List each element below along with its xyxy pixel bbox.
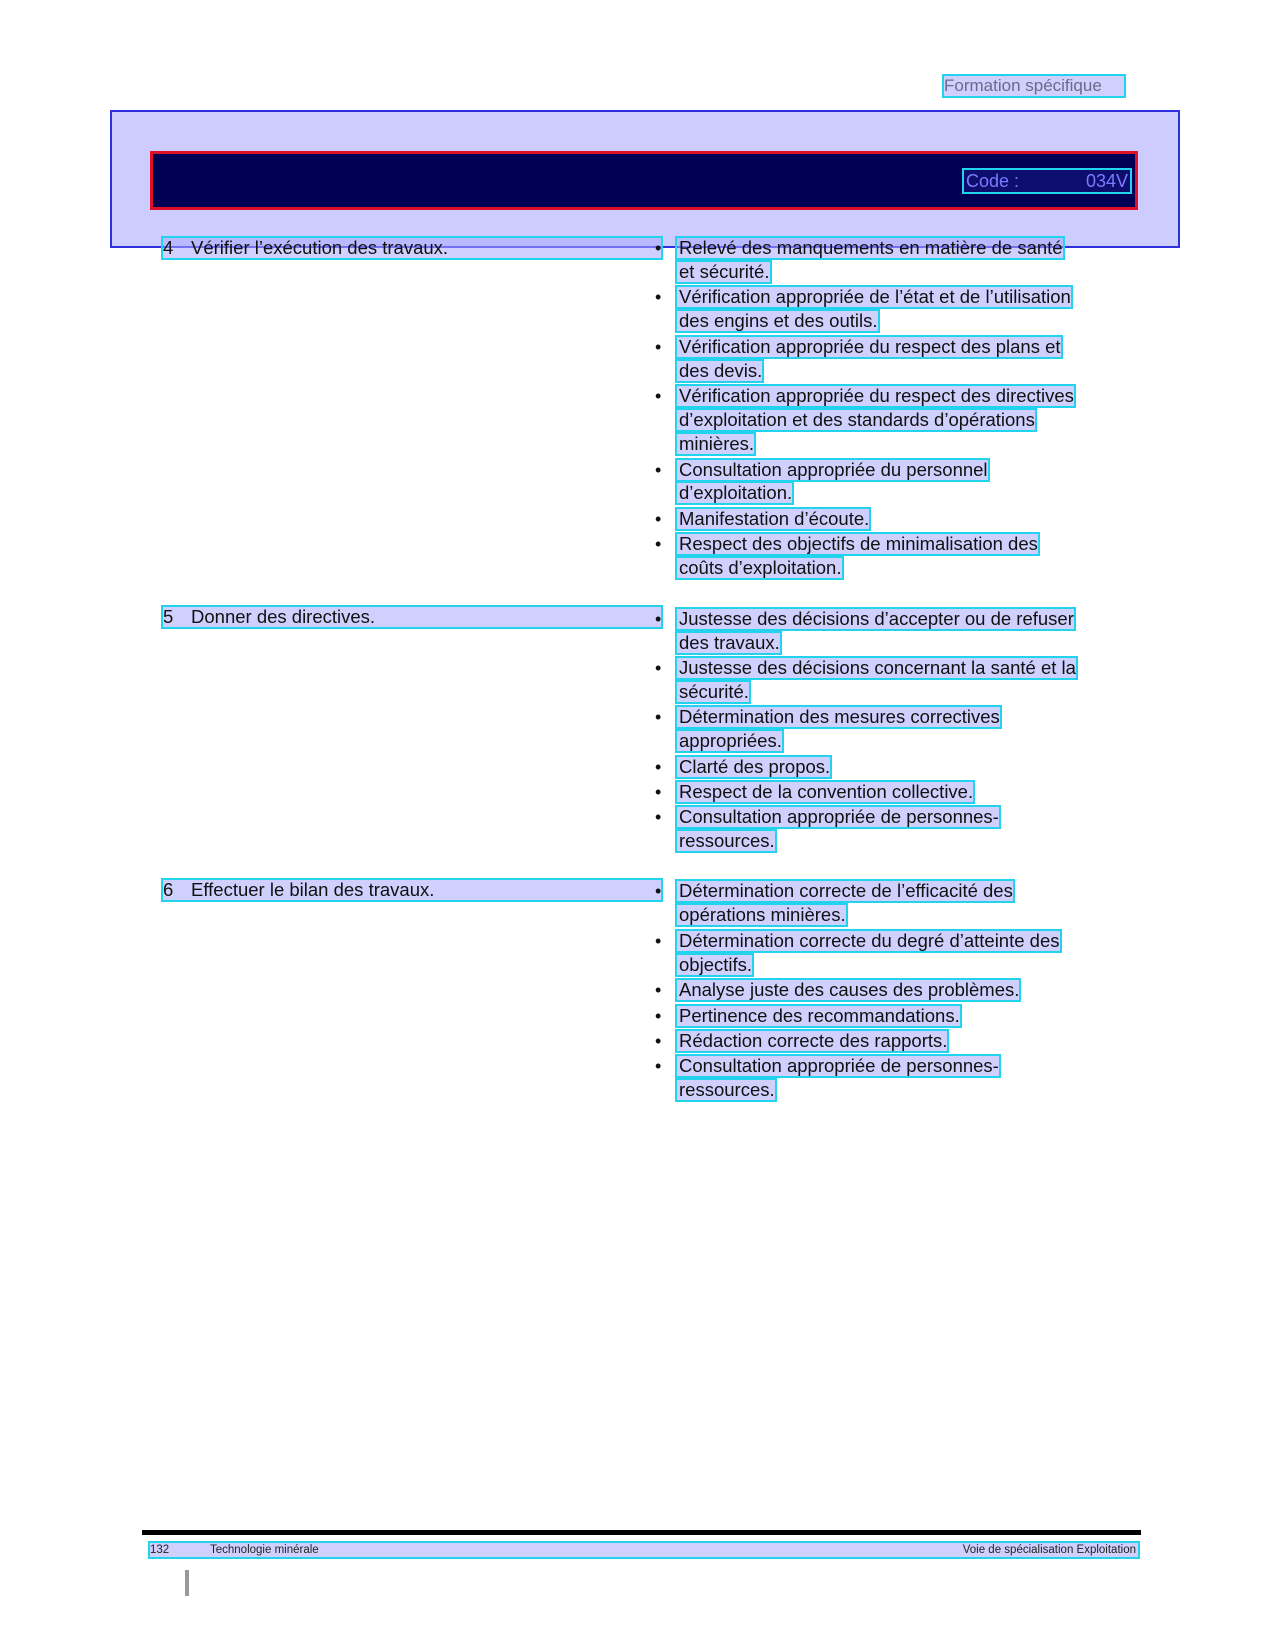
task-title <box>163 238 661 258</box>
bullet-icon: • <box>655 287 662 307</box>
task-number: 4 <box>163 237 174 258</box>
code-value: 034V <box>1085 171 1128 191</box>
criterion-line: sécurité. <box>679 681 749 702</box>
bullet-icon: • <box>655 609 662 629</box>
document-title: Technologie minérale <box>210 1544 319 1556</box>
criterion-line: des devis. <box>679 360 763 381</box>
criterion-line: Relevé des manquements en matière de santé <box>679 237 1063 258</box>
margin-mark <box>185 1570 189 1596</box>
task-label: Vérifier l’exécution des travaux. <box>191 237 449 258</box>
page-number: 132 <box>150 1544 170 1556</box>
bullet-icon: • <box>655 1056 662 1076</box>
specialization-track: Voie de spécialisation Exploitation <box>962 1544 1136 1556</box>
criterion-line: des engins et des outils. <box>679 310 878 331</box>
bullet-icon: • <box>655 1006 662 1026</box>
page-footer <box>150 1543 1138 1557</box>
code-label: Code : <box>966 171 1020 191</box>
criterion-line: Manifestation d’écoute. <box>679 508 870 529</box>
bullet-icon: • <box>655 509 662 529</box>
bullet-icon: • <box>655 980 662 1000</box>
bullet-icon: • <box>655 881 662 901</box>
criterion-line: Vérification appropriée du respect des directives <box>679 385 1074 406</box>
task-label: Effectuer le bilan des travaux. <box>191 879 435 900</box>
criterion-line: Détermination des mesures correctives <box>679 706 1000 727</box>
task-title <box>163 607 661 627</box>
section-label: Formation spécifique <box>944 76 1124 96</box>
task-label: Donner des directives. <box>191 606 376 627</box>
criterion-line: opérations minières. <box>679 904 846 925</box>
criterion-line: coûts d’exploitation. <box>679 557 842 578</box>
criterion-line: Analyse juste des causes des problèmes. <box>679 979 1020 1000</box>
bullet-icon: • <box>655 1031 662 1051</box>
bullet-icon: • <box>655 807 662 827</box>
bullet-icon: • <box>655 757 662 777</box>
footer-rule <box>142 1530 1141 1535</box>
criterion-line: Détermination correcte de l’efficacité des <box>679 880 1013 901</box>
bullet-icon: • <box>655 707 662 727</box>
criterion-line: Pertinence des recommandations. <box>679 1005 960 1026</box>
criterion-line: appropriées. <box>679 730 782 751</box>
criterion-line: Consultation appropriée du personnel <box>679 459 988 480</box>
criterion-line: d’exploitation et des standards d’opérations <box>679 409 1035 430</box>
criterion-line: Clarté des propos. <box>679 756 831 777</box>
bullet-icon: • <box>655 658 662 678</box>
bullet-icon: • <box>655 931 662 951</box>
criterion-line: d’exploitation. <box>679 482 793 503</box>
criterion-line: minières. <box>679 433 755 454</box>
criterion-line: Consultation appropriée de personnes- <box>679 806 999 827</box>
criterion-line: Vérification appropriée du respect des plans et <box>679 336 1061 357</box>
criterion-line: ressources. <box>679 830 775 851</box>
criterion-line: Détermination correcte du degré d’atteinte des <box>679 930 1060 951</box>
bullet-icon: • <box>655 386 662 406</box>
criterion-line: et sécurité. <box>679 261 770 282</box>
bullet-icon: • <box>655 460 662 480</box>
task-number: 5 <box>163 606 174 627</box>
criterion-line: Respect des objectifs de minimalisation des <box>679 533 1038 554</box>
criterion-line: objectifs. <box>679 954 753 975</box>
code-field <box>964 170 1130 192</box>
criterion-line: Justesse des décisions concernant la santé et la <box>679 657 1076 678</box>
criterion-line: Respect de la convention collective. <box>679 781 974 802</box>
bullet-icon: • <box>655 238 662 258</box>
criterion-line: Rédaction correcte des rapports. <box>679 1030 948 1051</box>
task-title <box>163 880 661 900</box>
task-number: 6 <box>163 879 174 900</box>
bullet-icon: • <box>655 337 662 357</box>
criterion-line: des travaux. <box>679 632 780 653</box>
bullet-icon: • <box>655 534 662 554</box>
criterion-line: Vérification appropriée de l’état et de l’utilisation <box>679 286 1071 307</box>
criterion-line: Justesse des décisions d’accepter ou de refuser <box>679 608 1074 629</box>
criterion-line: ressources. <box>679 1079 775 1100</box>
bullet-icon: • <box>655 782 662 802</box>
criterion-line: Consultation appropriée de personnes- <box>679 1055 999 1076</box>
